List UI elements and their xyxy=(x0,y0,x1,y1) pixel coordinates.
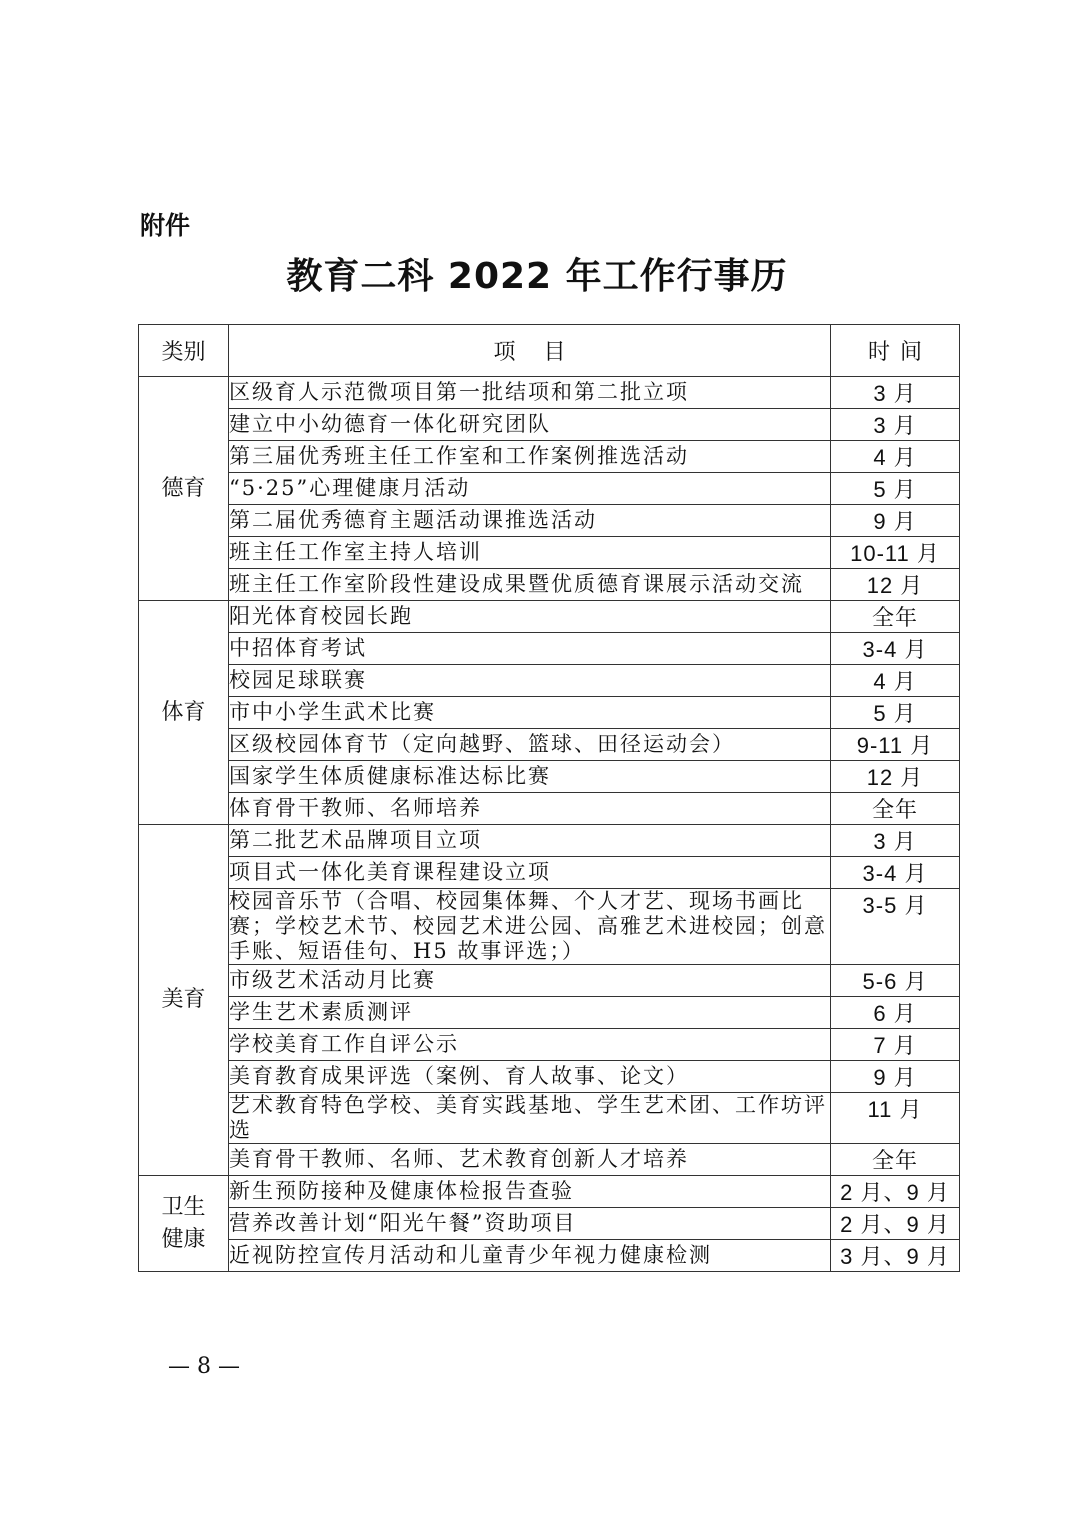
table-row xyxy=(139,569,960,601)
time-cell: 9 月 xyxy=(831,505,960,537)
time-cell: 5-6 月 xyxy=(831,965,960,997)
table-row xyxy=(139,1093,960,1144)
time-cell: 5 月 xyxy=(831,473,960,505)
item-cell: 新生预防接种及健康体检报告查验 xyxy=(229,1176,831,1208)
table-row xyxy=(139,1029,960,1061)
item-cell: 阳光体育校园长跑 xyxy=(229,601,831,633)
table-row xyxy=(139,729,960,761)
page-number: — 8 — xyxy=(168,1354,240,1379)
item-cell: “5·25”心理健康月活动 xyxy=(229,473,831,505)
time-cell: 3-5 月 xyxy=(831,889,960,965)
table-row xyxy=(139,1208,960,1240)
item-cell: 市级艺术活动月比赛 xyxy=(229,965,831,997)
item-cell: 学生艺术素质测评 xyxy=(229,997,831,1029)
category-physical-education: 体育 xyxy=(139,601,229,825)
table-row xyxy=(139,601,960,633)
time-cell: 3-4 月 xyxy=(831,633,960,665)
time-cell: 9-11 月 xyxy=(831,729,960,761)
item-cell: 学校美育工作自评公示 xyxy=(229,1029,831,1061)
item-cell: 体育骨干教师、名师培养 xyxy=(229,793,831,825)
table-row xyxy=(139,857,960,889)
table-row xyxy=(139,697,960,729)
item-cell: 班主任工作室主持人培训 xyxy=(229,537,831,569)
time-cell: 12 月 xyxy=(831,761,960,793)
item-cell: 建立中小幼德育一体化研究团队 xyxy=(229,409,831,441)
document-title: 教育二科 2022 年工作行事历 xyxy=(286,256,788,297)
table-row xyxy=(139,377,960,409)
item-cell: 市中小学生武术比赛 xyxy=(229,697,831,729)
time-cell: 3 月 xyxy=(831,409,960,441)
category-aesthetic-education: 美育 xyxy=(139,825,229,1176)
item-cell: 美育骨干教师、名师、艺术教育创新人才培养 xyxy=(229,1144,831,1176)
category-health: 卫生健康 xyxy=(139,1176,229,1272)
item-cell: 近视防控宣传月活动和儿童青少年视力健康检测 xyxy=(229,1240,831,1272)
item-cell: 营养改善计划“阳光午餐”资助项目 xyxy=(229,1208,831,1240)
time-cell: 2 月、9 月 xyxy=(831,1176,960,1208)
time-cell: 全年 xyxy=(831,601,960,633)
time-cell: 3 月 xyxy=(831,377,960,409)
item-cell: 第二届优秀德育主题活动课推选活动 xyxy=(229,505,831,537)
time-cell: 全年 xyxy=(831,1144,960,1176)
time-cell: 9 月 xyxy=(831,1061,960,1093)
item-cell: 项目式一体化美育课程建设立项 xyxy=(229,857,831,889)
item-cell: 区级育人示范微项目第一批结项和第二批立项 xyxy=(229,377,831,409)
time-cell: 12 月 xyxy=(831,569,960,601)
table-row xyxy=(139,441,960,473)
table-row xyxy=(139,793,960,825)
category-moral-education: 德育 xyxy=(139,377,229,601)
table-header-row xyxy=(139,325,960,377)
item-cell: 班主任工作室阶段性建设成果暨优质德育课展示活动交流 xyxy=(229,569,831,601)
table-row xyxy=(139,1240,960,1272)
item-cell: 第三届优秀班主任工作室和工作案例推选活动 xyxy=(229,441,831,473)
time-cell: 7 月 xyxy=(831,1029,960,1061)
table-row xyxy=(139,409,960,441)
item-cell: 校园音乐节（合唱、校园集体舞、个人才艺、现场书画比赛；学校艺术节、校园艺术进公园、高雅艺术进校园；创意手账、短语佳句、H5 故事评选；） xyxy=(229,889,831,965)
table-row xyxy=(139,889,960,965)
table-row xyxy=(139,505,960,537)
table-row xyxy=(139,1176,960,1208)
item-cell: 校园足球联赛 xyxy=(229,665,831,697)
time-cell: 5 月 xyxy=(831,697,960,729)
table-row xyxy=(139,665,960,697)
time-cell: 4 月 xyxy=(831,441,960,473)
item-cell: 艺术教育特色学校、美育实践基地、学生艺术团、工作坊评选 xyxy=(229,1093,831,1144)
table-row xyxy=(139,965,960,997)
time-cell: 4 月 xyxy=(831,665,960,697)
item-cell: 美育教育成果评选（案例、育人故事、论文） xyxy=(229,1061,831,1093)
item-cell: 第二批艺术品牌项目立项 xyxy=(229,825,831,857)
item-cell: 国家学生体质健康标准达标比赛 xyxy=(229,761,831,793)
time-cell: 3-4 月 xyxy=(831,857,960,889)
time-cell: 3 月、9 月 xyxy=(831,1240,960,1272)
time-cell: 2 月、9 月 xyxy=(831,1208,960,1240)
item-cell: 区级校园体育节（定向越野、篮球、田径运动会） xyxy=(229,729,831,761)
time-cell: 全年 xyxy=(831,793,960,825)
header-item: 项目 xyxy=(229,325,831,377)
time-cell: 6 月 xyxy=(831,997,960,1029)
table-row xyxy=(139,473,960,505)
table-row xyxy=(139,761,960,793)
table-row xyxy=(139,825,960,857)
work-calendar-table xyxy=(138,324,960,1272)
time-cell: 3 月 xyxy=(831,825,960,857)
table-row xyxy=(139,1144,960,1176)
time-cell: 11 月 xyxy=(831,1093,960,1144)
table-row xyxy=(139,537,960,569)
attachment-label: 附件 xyxy=(140,211,191,240)
table-row xyxy=(139,997,960,1029)
table-row xyxy=(139,633,960,665)
header-category: 类别 xyxy=(139,325,229,377)
time-cell: 10-11 月 xyxy=(831,537,960,569)
header-time: 时间 xyxy=(831,325,960,377)
item-cell: 中招体育考试 xyxy=(229,633,831,665)
table-row xyxy=(139,1061,960,1093)
